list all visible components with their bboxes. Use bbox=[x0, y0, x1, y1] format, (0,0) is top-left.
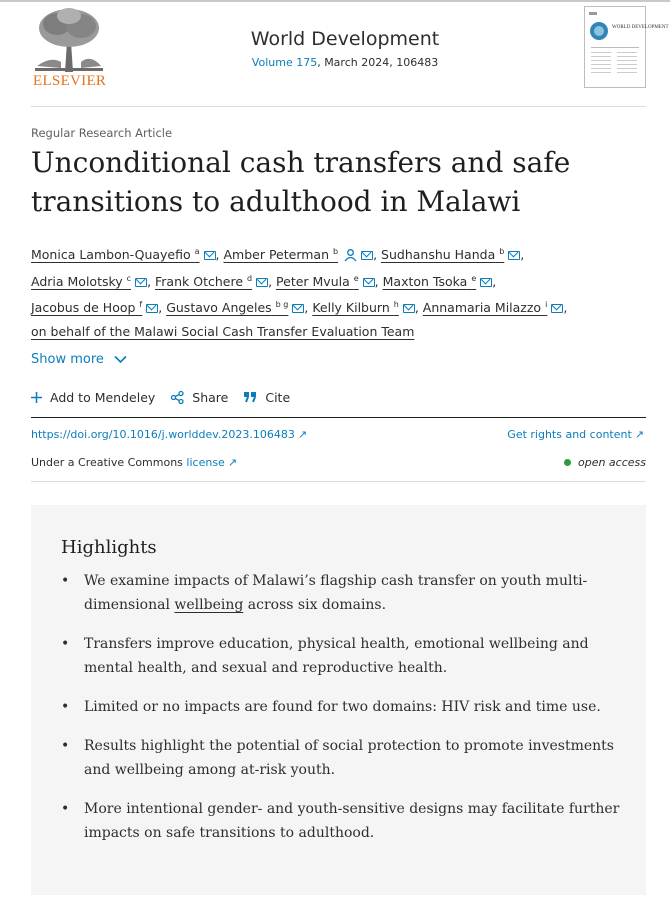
author-link[interactable]: Amber Peterman $^b$ bbox=[223, 247, 339, 263]
author-link[interactable]: Monica Lambon-Quayefio $^a$ bbox=[31, 247, 200, 263]
author-link[interactable]: Frank Otchere $^d$ bbox=[155, 273, 253, 289]
share-icon bbox=[171, 391, 184, 404]
cover-title: WORLD DEVELOPMENT bbox=[612, 25, 669, 30]
license-link[interactable]: license ↗ bbox=[186, 456, 238, 469]
license-info: Under a Creative Commons license ↗ bbox=[31, 456, 238, 469]
author-link[interactable]: Annamaria Milazzo $^i$ bbox=[422, 300, 548, 316]
share-label: Share bbox=[192, 390, 229, 405]
highlights-list bbox=[61, 569, 621, 860]
elsevier-wordmark[interactable]: ELSEVIER bbox=[33, 73, 107, 89]
doi-link[interactable]: https://doi.org/10.1016/j.worlddev.2023.106483 ↗ bbox=[31, 428, 308, 441]
show-more-button[interactable] bbox=[31, 352, 127, 367]
external-arrow-icon: ↗ bbox=[634, 428, 644, 441]
cite-label: Cite bbox=[265, 390, 291, 405]
team-link[interactable]: on behalf of the Malawi Social Cash Transfer Evaluation Team bbox=[31, 323, 415, 339]
volume-link[interactable]: Volume 175 bbox=[251, 56, 318, 69]
highlights-panel bbox=[31, 505, 646, 895]
article-type: Regular Research Article bbox=[31, 126, 173, 140]
journal-header bbox=[200, 28, 490, 69]
meta-divider bbox=[31, 481, 646, 482]
cover-image bbox=[585, 7, 669, 87]
author-list: Monica Lambon-Quayefio $^a$ , Amber Peterman $^b$ , Sudhanshu Handa $^b$ , Adria Molotsky $^c$ , Frank Otchere $^d$ , Peter Mvula $^e$ , Maxton Tsoka $^e$ , Jacobus de Hoop $^f$ , Gustavo Angeles $^{b g}$ , Kelly Kilburn $^h$ , Annamaria Milazzo $^i$ , on behalf of the Malawi Social Cash Transfer Evaluation Team bbox=[31, 247, 568, 339]
chevron-down-icon bbox=[114, 355, 127, 364]
open-access-badge: open access bbox=[564, 456, 646, 469]
highlight-item: • Limited or no impacts are found for two domains: HIV risk and time use. bbox=[61, 695, 621, 719]
mail-icon[interactable] bbox=[551, 304, 563, 313]
author-link[interactable]: Adria Molotsky $^c$ bbox=[31, 273, 132, 289]
mail-icon[interactable] bbox=[480, 278, 492, 287]
mail-icon[interactable] bbox=[363, 278, 375, 287]
mail-icon[interactable] bbox=[508, 251, 520, 260]
mail-icon[interactable] bbox=[256, 278, 268, 287]
author-link[interactable]: Jacobus de Hoop $^f$ bbox=[31, 300, 143, 316]
mail-icon[interactable] bbox=[361, 251, 373, 260]
cite-button[interactable] bbox=[244, 390, 290, 405]
mail-icon[interactable] bbox=[204, 251, 216, 260]
journal-cover-thumbnail[interactable] bbox=[584, 6, 669, 88]
highlight-item: • Transfers improve education, physical health, emotional wellbeing and mental health, and sexual and reproductive health. bbox=[61, 632, 621, 680]
header-divider bbox=[31, 106, 646, 107]
top-border bbox=[0, 0, 670, 2]
author-link[interactable]: Sudhanshu Handa $^b$ bbox=[381, 247, 505, 263]
highlights-title: Highlights bbox=[61, 537, 157, 558]
external-arrow-icon: ↗ bbox=[297, 428, 308, 441]
quote-icon bbox=[244, 392, 257, 403]
highlight-item: • Results highlight the potential of social protection to promote investments and wellbeing among at-risk youth. bbox=[61, 734, 621, 782]
journal-meta bbox=[200, 56, 490, 69]
plus-icon bbox=[31, 392, 42, 403]
mail-icon[interactable] bbox=[403, 304, 415, 313]
person-icon[interactable] bbox=[344, 249, 357, 261]
issue-info: , March 2024, 106483 bbox=[317, 56, 439, 69]
journal-title[interactable]: World Development bbox=[250, 28, 440, 50]
rights-link[interactable]: Get rights and content ↗ bbox=[507, 428, 644, 441]
highlight-item: • We examine impacts of Malawi’s flagship cash transfer on youth multi-dimensional wellbeing across six domains. bbox=[61, 569, 621, 617]
mail-icon[interactable] bbox=[135, 278, 147, 287]
highlight-item: • More intentional gender- and youth-sensitive designs may facilitate further impacts on safe transitions to adulthood. bbox=[61, 797, 621, 845]
share-button[interactable] bbox=[171, 390, 228, 405]
add-to-mendeley-button[interactable] bbox=[31, 390, 155, 405]
article-title: Unconditional cash transfers and safe transitions to adulthood in Malawi bbox=[31, 146, 571, 218]
article-actions bbox=[31, 390, 290, 405]
external-arrow-icon: ↗ bbox=[227, 456, 238, 469]
open-access-dot bbox=[564, 459, 571, 466]
mail-icon[interactable] bbox=[292, 304, 304, 313]
show-more-label: Show more bbox=[31, 352, 104, 367]
author-link[interactable]: Kelly Kilburn $^h$ bbox=[312, 300, 399, 316]
author-link[interactable]: Peter Mvula $^e$ bbox=[276, 273, 359, 289]
actions-divider bbox=[31, 417, 646, 418]
author-link[interactable]: Gustavo Angeles $^{b g}$ bbox=[166, 300, 289, 316]
mail-icon[interactable] bbox=[146, 304, 158, 313]
wellbeing-link[interactable]: wellbeing bbox=[174, 597, 244, 613]
mendeley-label: Add to Mendeley bbox=[50, 390, 156, 405]
author-link[interactable]: Maxton Tsoka $^e$ bbox=[382, 273, 477, 289]
